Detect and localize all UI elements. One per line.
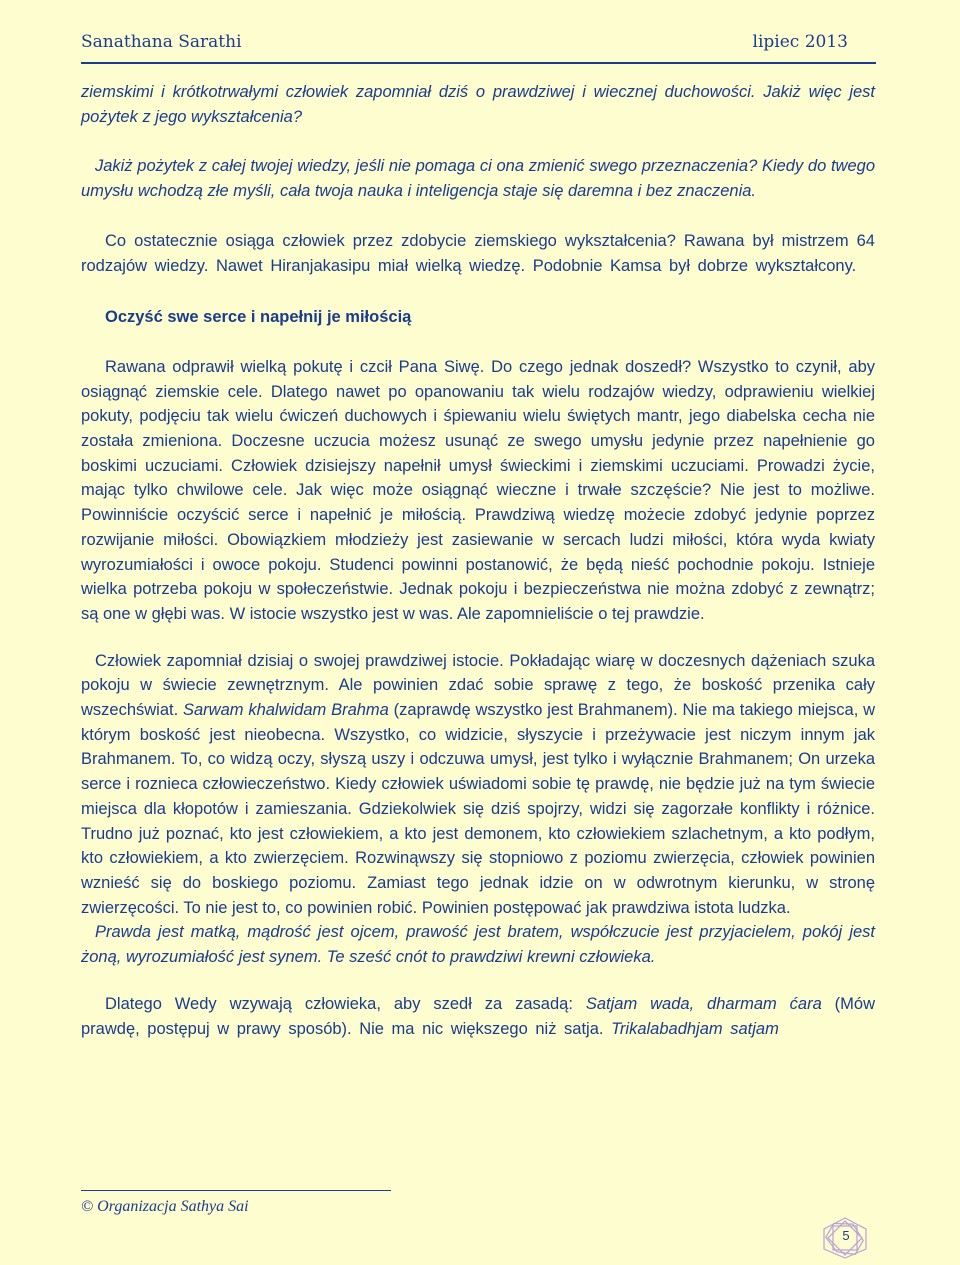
page-number: 5: [842, 1228, 850, 1243]
footer-copyright: © Organizacja Sathya Sai: [81, 1198, 249, 1215]
paragraph-5: Człowiek zapomniał dzisiaj o swojej prawdziwej istocie. Pokładając wiarę w doczesnych dążeniach szuka pokoju w świecie zewnętrznym. Ale powinien zdać sobie sprawę z tego, że boskość przenika cały wszechświat. Sarwam khalwidam Brahma (zaprawdę wszystko jest Brahmanem). Nie ma takiego miejsca, w którym boskość jest nieobecna. Wszystko, co widzicie, słyszycie i przeżywacie jest niczym innym jak Brahmanem. To, co widzą oczy, słyszą uszy i odczuwa umysł, jest tylko i wyłącznie Brahmanem; On urzeka serce i roznieca człowieczeństwo. Kiedy człowiek uświadomi sobie tę prawdę, nie będzie już na tym świecie miejsca dla kłopotów i zamieszania. Gdziekolwiek się dziś spojrzy, widzi się zagorzałe konflikty i różnice. Trudno już poznać, kto jest człowiekiem, a kto jest demonem, kto człowiekiem szlachetnym, a kto podłym, kto człowiekiem, a kto zwierzęciem. Rozwinąwszy się stopniowo z poziomu zwierzęcia, człowiek powinien wznieść się do boskiego poziomu. Zamiast tego jednak idzie on w odwrotnym kierunku, w stronę zwierzęcości. To nie jest to, co powinien robić. Powinien postępować jak prawdziwa istota ludzka.: [81, 651, 876, 917]
sanskrit-phrase: Satjam wada, dharmam ćara: [585, 994, 822, 1013]
issue-date: lipiec 2013: [752, 32, 848, 52]
header-rule: [81, 62, 876, 64]
paragraph-4: Rawana odprawił wielką pokutę i czcił Pana Siwę. Do czego jednak doszedł? Wszystko to czynił, aby osiągnąć ziemskie cele. Dlatego nawet po opanowaniu tak wielu rodzajów wiedzy, odprawieniu wielkiej pokuty, podjęciu tak wielu ćwiczeń duchowych i śpiewaniu wielu świętych mantr, jego diabelska cecha nie została zmieniona. Doczesne uczucia możesz usunąć ze swego umysłu jedynie przez napełnienie go boskimi uczuciami. Człowiek dzisiejszy napełnił umysł świeckimi i ziemskimi uczuciami. Prowadzi życie, mając tylko chwilowe cele. Jak więc może osiągnąć wieczne i trwałe szczęście? Nie jest to możliwe. Powinniście oczyścić serce i napełnić je miłością. Prawdziwą wiedzę możecie zdobyć jedynie poprzez rozwijanie miłości. Obowiązkiem młodzieży jest zasiewanie w sercach ludzi miłości, która wyda kwiaty wyrozumiałości i owoce pokoju. Studenci powinni postanowić, że będą nieść pochodnie pokoju. Istnieje wielka potrzeba pokoju w społeczeństwie. Jednak pokoju i bezpieczeństwa nie można zdobyć z zewnątrz; są one w głębi was. W istocie wszystko jest w was. Ale zapomnieliście o tej prawdzie.: [81, 357, 875, 623]
sanskrit-phrase: Sarwam khalwidam Brahma: [183, 701, 389, 720]
paragraph-2: Jakiż pożytek z całej twojej wiedzy, jeśli nie pomaga ci ona zmienić swego przeznaczenia? Kiedy do twego umysłu wchodzą złe myśli, cała twoja nauka i inteligencja staje się daremna i bez znaczenia.: [81, 157, 875, 201]
section-heading: Oczyść swe serce i napełnij je miłością: [105, 308, 412, 327]
paragraph-3: Co ostatecznie osiąga człowiek przez zdobycie ziemskiego wykształcenia? Rawana był mistrzem 64 rodzajów wiedzy. Nawet Hiranjakasipu miał wielką wiedzę. Podobnie Kamsa był dobrze wykształcony.: [81, 231, 875, 275]
quote-paragraph: Prawda jest matką, mądrość jest ojcem, prawość jest bratem, współczucie jest przyjacielem, pokój jest żoną, wyrozumiałość jest synem. Te sześć cnót to prawdziwi krewni człowieka.: [81, 923, 875, 967]
sanskrit-phrase: Trikalabadhjam satjam: [611, 1019, 779, 1038]
footer-rule: [81, 1190, 391, 1191]
article-body: [81, 80, 875, 1041]
paragraph-6: Dlatego Wedy wzywają człowieka, aby szedł za zasadą: Satjam wada, dharmam ćara (Mów prawdę, postępuj w prawy sposób). Nie ma nic większego niż satja. Trikalabadhjam satjam: [81, 994, 875, 1038]
paragraph-1: ziemskimi i krótkotrwałymi człowiek zapomniał dziś o prawdziwej i wiecznej duchowości. Jakiż więc jest pożytek z jego wykształcenia?: [81, 83, 875, 126]
magazine-title: Sanathana Sarathi: [81, 32, 242, 52]
page-header: [81, 32, 848, 60]
